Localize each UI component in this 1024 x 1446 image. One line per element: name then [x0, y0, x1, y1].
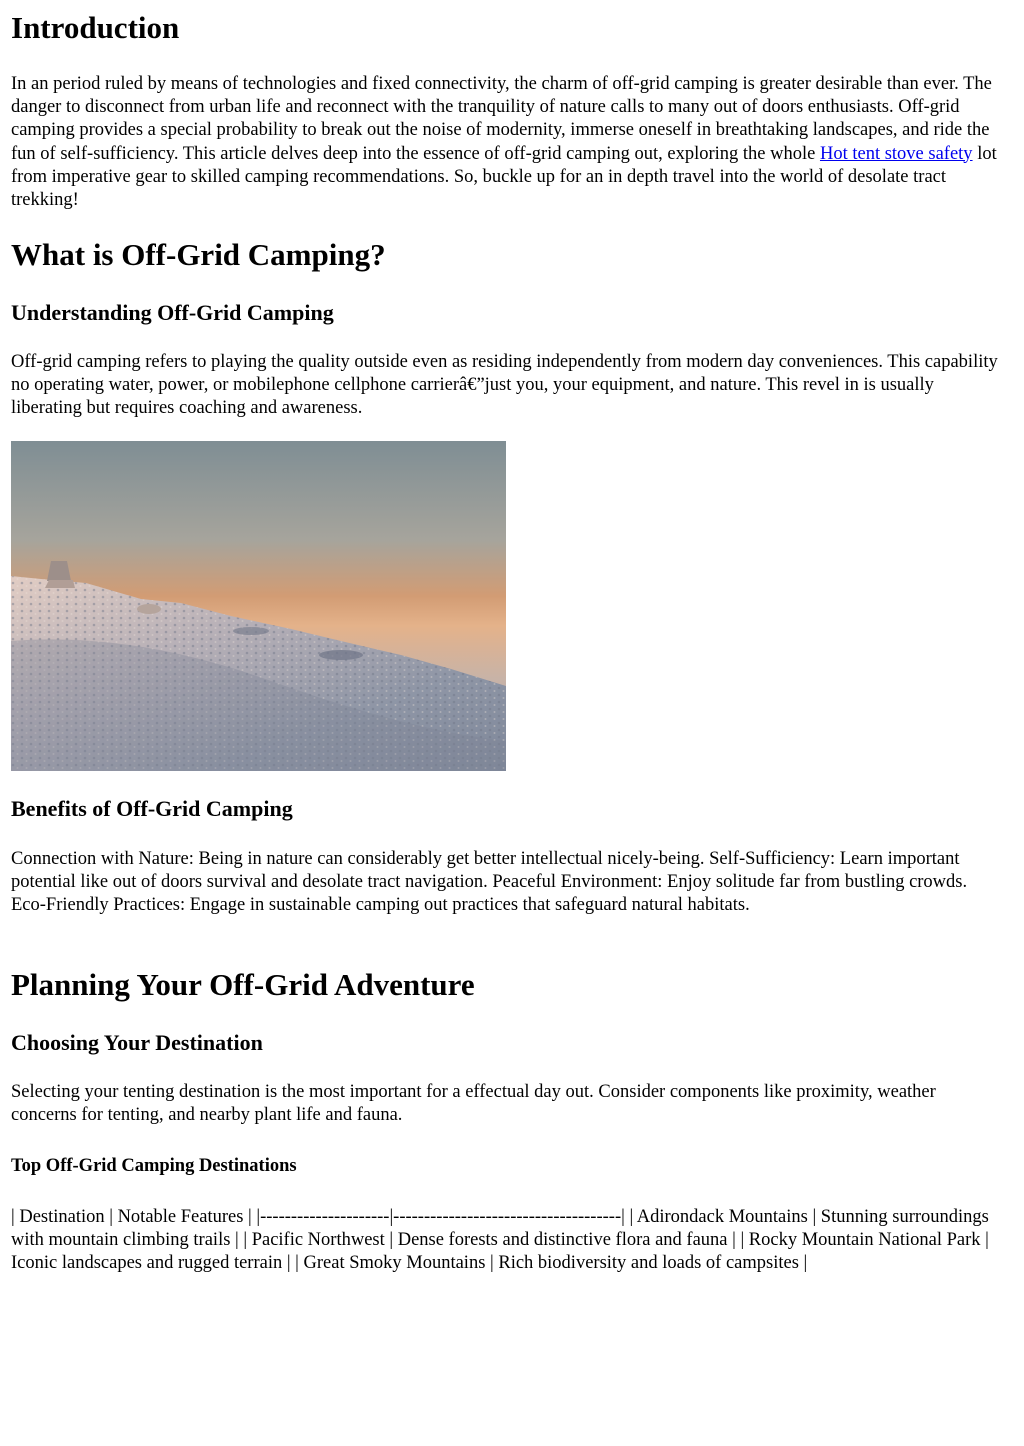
- destinations-table-text: | Destination | Notable Features | |---------------------|-------------------------------------| | Adirondack Mountains | Stunning surroundings with mountain climbing trails | | Pacific Northwest | Dense forests and distinctive flora and fauna | | Rocky Mountain National Park | Iconic landscapes and rugged terrain | | Great Smoky Mountains | Rich biodiversity and loads of campsites |: [11, 1207, 989, 1274]
- snow-summit-sunset-image: [11, 441, 506, 771]
- planning-heading: Planning Your Off-Grid Adventure: [11, 967, 475, 1002]
- benefits-heading: Benefits of Off-Grid Camping: [11, 796, 293, 821]
- choosing-destination-heading: Choosing Your Destination: [11, 1030, 263, 1055]
- benefits-paragraph: Connection with Nature: Being in nature can considerably get better intellectual nicely-being. Self-Sufficiency: Learn important potential like out of doors survival and desolate tract navigation. Peaceful Environment: Enjoy solitude far from bustling crowds. Eco-Friendly Practices: Engage in sustainable camping out practices that safeguard natural habitats.: [11, 849, 968, 916]
- hot-tent-stove-safety-link[interactable]: Hot tent stove safety: [819, 143, 973, 164]
- intro-text-before-link: In an period ruled by means of technologies and fixed connectivity, the charm of off-grid camping is greater desirable than ever. The danger to disconnect from urban life and reconnect with the tranquility of nature calls to many out of doors enthusiasts. Off-grid camping provides a special probability to break out the noise of modernity, immerse oneself in breathtaking landscapes, and ride the fun of self-sufficiency. This article delves deep into the essence of off-grid camping out, exploring the whole: [11, 74, 992, 164]
- intro-paragraph: [11, 73, 1001, 212]
- intro-heading: Introduction: [11, 10, 180, 45]
- what-is-heading: What is Off-Grid Camping?: [11, 237, 386, 272]
- top-destinations-heading: Top Off-Grid Camping Destinations: [11, 1156, 297, 1176]
- understanding-paragraph: Off-grid camping refers to playing the quality outside even as residing independently from modern day conveniences. This capability no operating water, power, or mobilephone cellphone carrierâ€”just you, your equipment, and nature. This revel in is usually liberating but requires coaching and awareness.: [11, 352, 998, 419]
- intro-text-after-link: lot from imperative gear to skilled camping recommendations. So, buckle up for an in depth travel into the world of desolate tract trekking!: [11, 143, 997, 211]
- choosing-destination-paragraph: Selecting your tenting destination is the most important for a effectual day out. Consider components like proximity, weather concerns for tenting, and nearby plant life and fauna.: [11, 1082, 936, 1126]
- understanding-heading: Understanding Off-Grid Camping: [11, 300, 334, 325]
